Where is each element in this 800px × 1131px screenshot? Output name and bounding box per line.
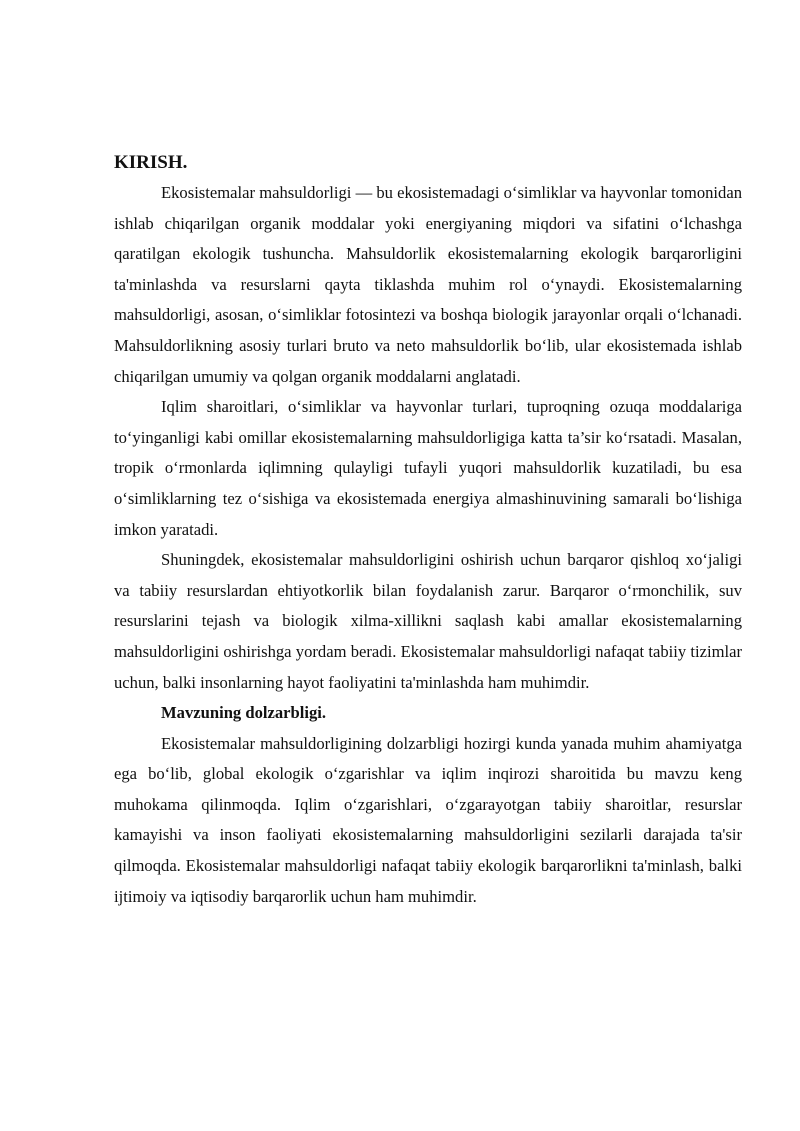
paragraph-3: Shuningdek, ekosistemalar mahsuldorligini oshirish uchun barqaror qishloq xo‘jaligi va tabiiy resurslardan ehtiyotkorlik bilan foydalanish zarur. Barqaror o‘rmonchilik, suv resurslarini tejash va biologik xilma-xillikni saqlash kabi amallar ekosistemalarning mahsuldorligini oshirishga yordam beradi. Ekosistemalar mahsuldorligi nafaqat tabiiy tizimlar uchun, balki insonlarning hayot faoliyatini ta'minlashda ham muhimdir. xyxy=(114,550,742,692)
section-heading: KIRISH. xyxy=(114,152,188,173)
subsection-heading: Mavzuning dolzarbligi. xyxy=(161,703,327,723)
paragraph-1: Ekosistemalar mahsuldorligi — bu ekosistemadagi o‘simliklar va hayvonlar tomonidan ishlab chiqarilgan organik moddalar yoki energiyaning miqdori va sifatini o‘lchashga qaratilgan ekologik tushuncha. Mahsuldorlik ekosistemalarning ekologik barqarorligini ta'minlashda va resurslarni qayta tiklashda muhim rol o‘ynaydi. Ekosistemalarning mahsuldorligi, asosan, o‘simliklar fotosintezi va boshqa biologik jarayonlar orqali o‘lchanadi. Mahsuldorlikning asosiy turlari bruto va neto mahsuldorlik bo‘lib, ular ekosistemada ishlab chiqarilgan umumiy va qolgan organik moddalarni anglatadi. xyxy=(114,183,742,386)
document-page xyxy=(114,148,742,912)
paragraph-4: Ekosistemalar mahsuldorligining dolzarbligi hozirgi kunda yanada muhim ahamiyatga ega bo‘lib, global ekologik o‘zgarishlar va iqlim inqirozi sharoitida bu mavzu keng muhokama qilinmoqda. Iqlim o‘zgarishlari, o‘zgarayotgan tabiiy sharoitlar, resurslar kamayishi va inson faoliyati ekosistemalarning mahsuldorligini sezilarli darajada ta'sir qilmoqda. Ekosistemalar mahsuldorligi nafaqat tabiiy ekologik barqarorlikni ta'minlash, balki ijtimoiy va iqtisodiy barqarorlik uchun ham muhimdir. xyxy=(114,733,742,906)
paragraph-2: Iqlim sharoitlari, o‘simliklar va hayvonlar turlari, tuproqning ozuqa moddalariga to‘yinganligi kabi omillar ekosistemalarning mahsuldorligiga katta ta’sir ko‘rsatadi. Masalan, tropik o‘rmonlarda iqlimning qulayligi tufayli yuqori mahsuldorlik kuzatiladi, bu esa o‘simliklarning tez o‘sishiga va ekosistemada energiya almashinuvining samarali bo‘lishiga imkon yaratadi. xyxy=(114,397,742,539)
